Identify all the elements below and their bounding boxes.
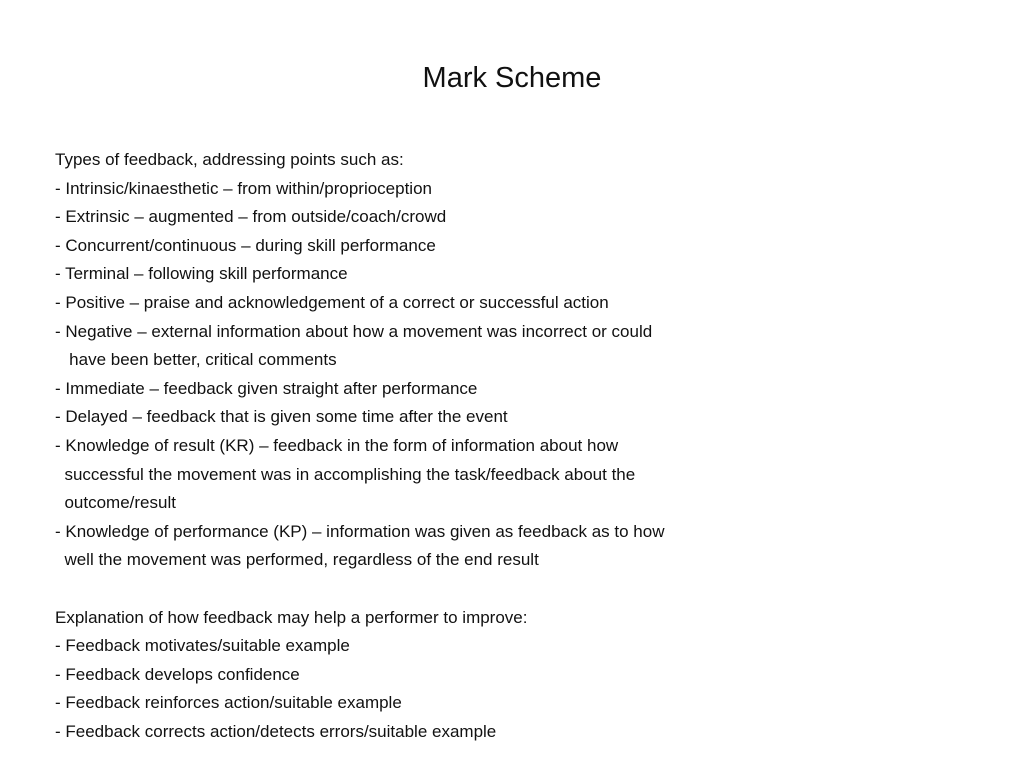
list-item-continuation: successful the movement was in accomplishing the task/feedback about the: [55, 464, 636, 484]
section-heading-types: Types of feedback, addressing points such as:: [55, 150, 404, 169]
list-item-continuation: outcome/result: [55, 493, 176, 513]
list-item: - Terminal – following skill performance: [55, 264, 348, 284]
list-item: - Feedback develops confidence: [55, 664, 300, 684]
list-item: - Negative – external information about how a movement was incorrect or could: [55, 321, 653, 341]
list-item-continuation: well the movement was performed, regardless of the end result: [55, 550, 539, 570]
list-item: - Extrinsic – augmented – from outside/coach/crowd: [55, 207, 447, 227]
list-item: - Positive – praise and acknowledgement of a correct or successful action: [55, 292, 609, 312]
list-item: - Knowledge of performance (KP) – information was given as feedback as to how: [55, 521, 665, 541]
section-heading-explanation: Explanation of how feedback may help a performer to improve:: [55, 607, 528, 627]
list-item: - Feedback motivates/suitable example: [55, 636, 350, 656]
list-item: - Intrinsic/kinaesthetic – from within/proprioception: [55, 178, 432, 198]
slide-body: [55, 146, 995, 746]
list-item: - Feedback reinforces action/suitable example: [55, 693, 402, 713]
spacer: [55, 575, 995, 604]
list-item: - Feedback corrects action/detects errors/suitable example: [55, 721, 497, 741]
list-item: - Knowledge of result (KR) – feedback in the form of information about how: [55, 435, 619, 455]
list-item: - Delayed – feedback that is given some time after the event: [55, 407, 508, 427]
list-item: - Immediate – feedback given straight after performance: [55, 378, 478, 398]
list-item: - Concurrent/continuous – during skill performance: [55, 235, 436, 255]
list-item-continuation: have been better, critical comments: [55, 350, 337, 370]
page-title: Mark Scheme: [422, 62, 602, 94]
